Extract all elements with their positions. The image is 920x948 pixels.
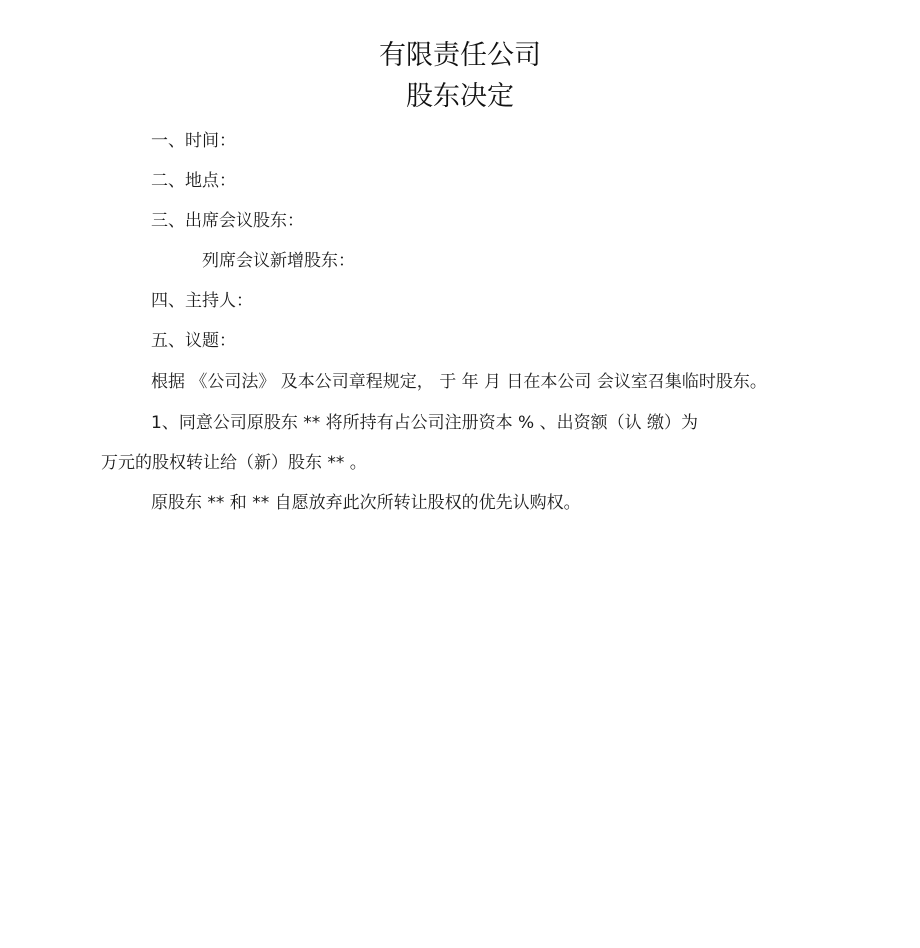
item-time: 一、时间： (151, 131, 236, 151)
item-host: 四、主持人： (151, 291, 253, 311)
document-title-company: 有限责任公司 (379, 40, 541, 71)
paragraph-legal-basis: 根据 《公司法》 及本公司章程规定， 于 年 月 日在本公司 会议室召集临时股东。 (151, 372, 767, 392)
item-new-attending-shareholders: 列席会议新增股东： (202, 251, 355, 271)
item-attending-shareholders: 三、出席会议股东： (151, 211, 304, 231)
item-place: 二、地点： (151, 171, 236, 191)
document-title-decision: 股东决定 (406, 81, 514, 112)
paragraph-item1-line1: 1、同意公司原股东 ** 将所持有占公司注册资本 % 、出资额（认 缴）为 (151, 413, 698, 433)
paragraph-item1-line2: 万元的股权转让给（新）股东 ** 。 (101, 453, 367, 473)
item-topic: 五、议题： (151, 331, 236, 351)
paragraph-waiver: 原股东 ** 和 ** 自愿放弃此次所转让股权的优先认购权。 (151, 493, 581, 513)
